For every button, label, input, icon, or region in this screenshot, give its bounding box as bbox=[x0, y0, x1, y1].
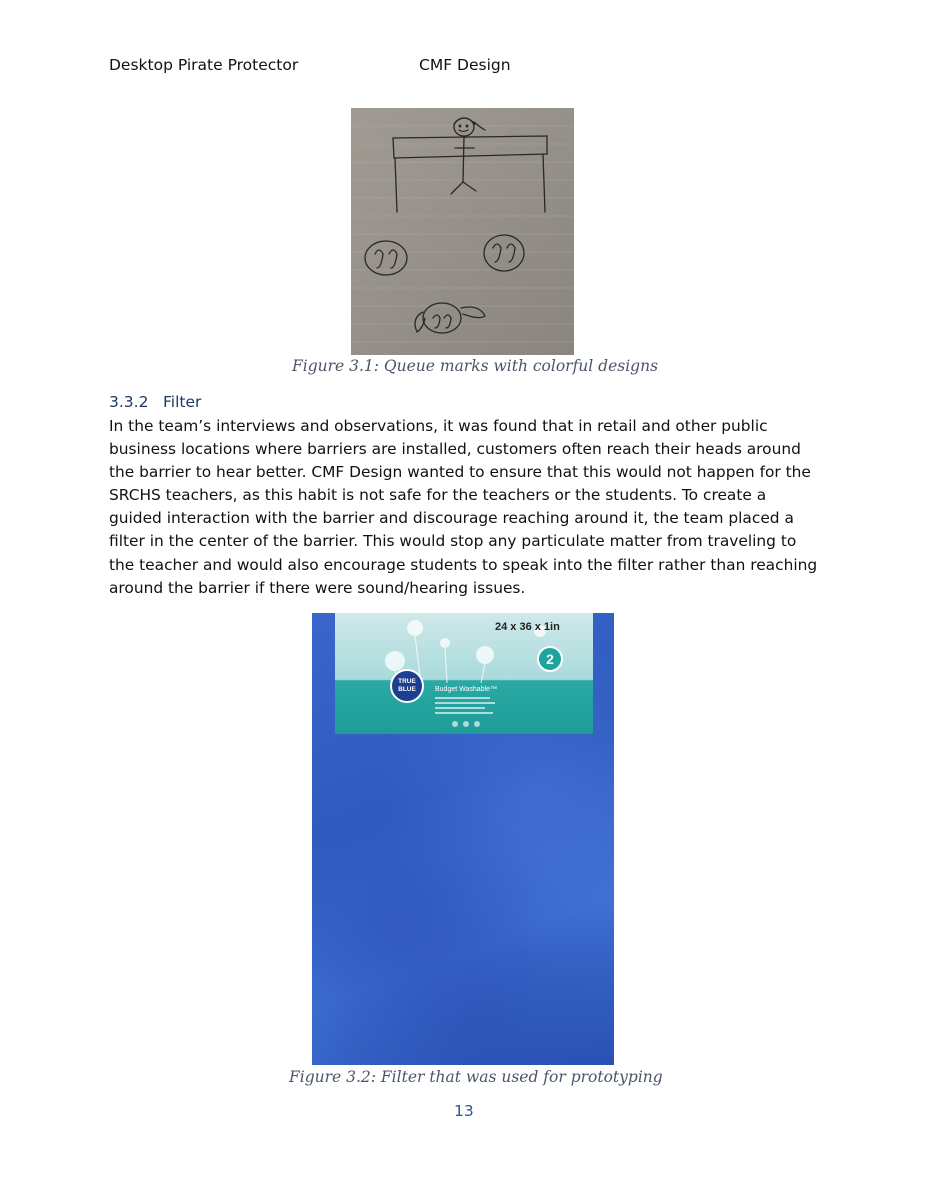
section-heading bbox=[109, 393, 201, 411]
product-name: Budget Washable™ bbox=[435, 686, 497, 693]
figure-3-1-caption: Figure 3.1: Queue marks with colorful designs bbox=[292, 357, 659, 375]
section-title: Filter bbox=[163, 393, 202, 411]
body-paragraph: In the team’s interviews and observations, it was found that in retail and other public business locations where barriers are installed, customers often reach their heads around the barrier to hear better. CMF Design wanted to ensure that this would not happen for the SRCHS teachers, as this habit is not safe for the teachers or the students. To create a guided interaction with the barrier and discourage reaching around it, the team placed a filter in the center of the barrier. This would stop any particulate matter from traveling to the teacher and would also encourage students to speak into the filter rather than reaching around the barrier if there were sound/hearing issues. bbox=[109, 417, 818, 597]
section-number: 3.3.2 bbox=[109, 393, 149, 411]
brand-logo-text: TRUE BLUE bbox=[398, 678, 416, 693]
running-header-team: CMF Design bbox=[419, 56, 511, 74]
filter-product-label bbox=[335, 613, 593, 734]
filter-size-text: 24 x 36 x 1in bbox=[495, 621, 560, 633]
figure-queue-marks-sketch bbox=[351, 108, 574, 355]
running-header-title: Desktop Pirate Protector bbox=[109, 56, 299, 74]
page-number: 13 bbox=[454, 1102, 474, 1120]
figure-3-2-caption: Figure 3.2: Filter that was used for prototyping bbox=[289, 1068, 663, 1086]
figure-filter-photo bbox=[312, 613, 614, 1065]
merv-rating-badge: 2 bbox=[537, 646, 563, 672]
brand-logo bbox=[390, 669, 424, 703]
